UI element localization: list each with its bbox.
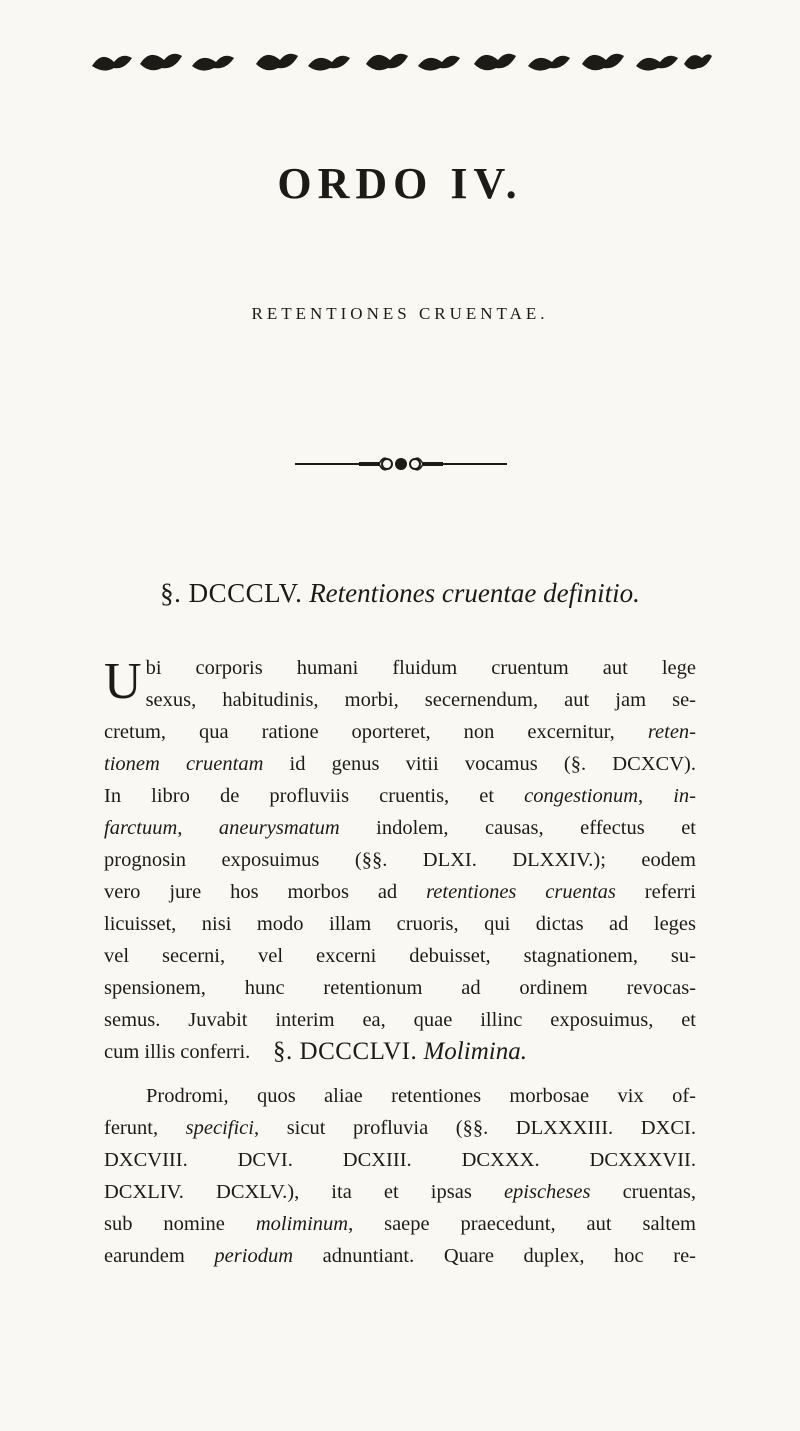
chapter-subtitle: RETENTIONES CRUENTAE. (251, 304, 549, 323)
text-line: DCXLIV. DCXLV.), ita et ipsas epischeses cruentas, (104, 1181, 697, 1203)
text-line: farctuum, aneurysmatum indolem, causas, effectus et (104, 817, 696, 839)
text-line: vel secerni, vel excerni debuisset, stagnationem, su- (104, 945, 696, 967)
text-line: licuisset, nisi modo illam cruoris, qui dictas ad leges (104, 913, 696, 935)
text-line: Prodromi, quos aliae retentiones morbosae vix of- (146, 1085, 696, 1107)
chapter-title: ORDO IV. (277, 159, 523, 208)
text-line: vero jure hos morbos ad retentiones cruentas referri (104, 881, 696, 903)
section-heading (0, 578, 800, 609)
text-line: cum illis conferri. (104, 1041, 251, 1063)
text-line: ferunt, specifici, sicut profluvia (§§. DLXXXIII. DXCI. (104, 1117, 696, 1139)
paragraph (104, 1080, 696, 1272)
text-line: cretum, qua ratione oporteret, non excernitur, reten- (104, 721, 696, 743)
text-line: DXCVIII. DCVI. DCXIII. DCXXX. DCXXXVII. (104, 1149, 696, 1171)
section-heading (0, 1038, 800, 1066)
paragraph (104, 652, 696, 1068)
text-line: bi corporis humani fluidum cruentum aut lege (145, 657, 696, 679)
section-title: Molimina. (423, 1038, 527, 1065)
text-line: earundem periodum adnuntiant. Quare duplex, hoc re- (104, 1245, 696, 1267)
ornament-band (88, 44, 714, 78)
text-line: tionem cruentam id genus vitii vocamus (§. DCXCV). (104, 753, 696, 775)
fleuron-ornament-icon (88, 44, 714, 78)
ornamental-divider (295, 452, 507, 476)
text-line: In libro de profluviis cruentis, et congestionum, in- (104, 785, 696, 807)
section-number: §. DCCCLV. (160, 578, 303, 608)
text-line: sub nomine moliminum, saepe praecedunt, aut saltem (104, 1213, 696, 1235)
section-number: §. DCCCLVI. (273, 1038, 418, 1065)
text-line: prognosin exposuimus (§§. DLXI. DLXXIV.); eodem (104, 849, 696, 871)
drop-cap: U (104, 653, 142, 710)
text-line: sexus, habitudinis, morbi, secernendum, aut jam se- (145, 689, 696, 711)
divider-ornament-icon (295, 452, 507, 476)
text-line: spensionem, hunc retentionum ad ordinem revocas- (104, 977, 696, 999)
section-title: Retentiones cruentae definitio. (309, 578, 640, 608)
text-line: semus. Juvabit interim ea, quae illinc exposuimus, et (104, 1009, 696, 1031)
